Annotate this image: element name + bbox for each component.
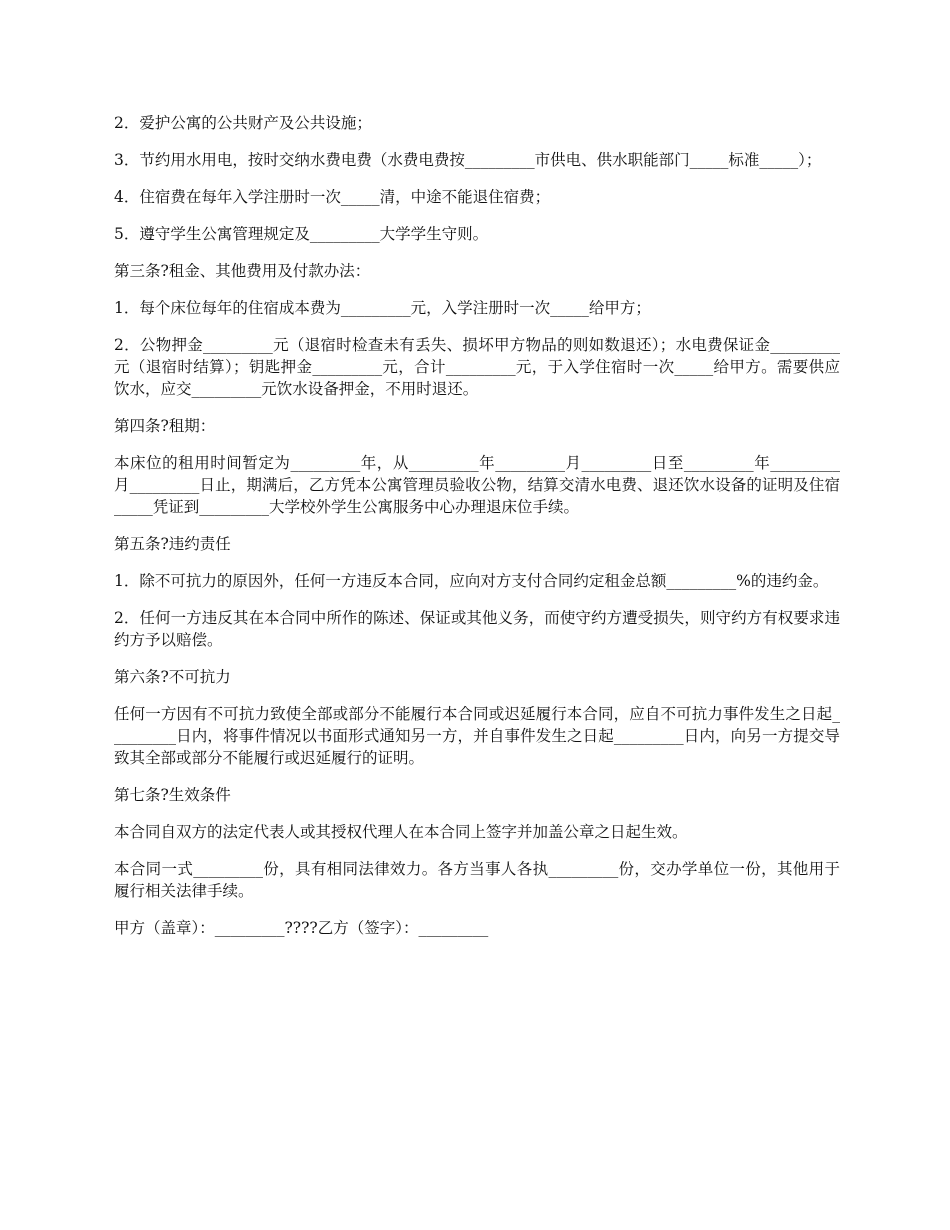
article-7-body: 本合同自双方的法定代表人或其授权代理人在本合同上签字并加盖公章之日起生效。	[114, 823, 688, 841]
clause-item-5: 5．遵守学生公寓管理规定及_________大学学生守则。	[114, 225, 489, 243]
article-4-body: 本床位的租用时间暂定为_________年，从_________年_________月_________日至_________年_________月_________日止，期满后，乙方凭本公寓管理员验收公物，结算交清水电费、退还饮水设备的证明及住宿_____凭证到_________大学校外学生公寓服务中心办理退床位手续。	[114, 454, 840, 516]
article-5-heading: 第五条?违约责任	[114, 535, 231, 553]
article-4-heading: 第四条?租期：	[114, 417, 216, 435]
clause-item-2: 2．爱护公寓的公共财产及公共设施；	[114, 114, 372, 132]
article-3-item-2: 2．公物押金_________元（退宿时检查未有丢失、损坏甲方物品的则如数退还）；水电费保证金_________元（退宿时结算）；钥匙押金_________元，合计_________元，于入学住宿时一次_____给甲方。需要供应饮水，应交_________元饮水设备押金，不用时退还。	[114, 336, 840, 398]
copies-clause: 本合同一式_________份，具有相同法律效力。各方当事人各执_________份，交办学单位一份，其他用于履行相关法律手续。	[114, 860, 840, 900]
article-3-heading: 第三条?租金、其他费用及付款办法：	[114, 262, 371, 280]
article-6-body: 任何一方因有不可抗力致使全部或部分不能履行本合同或迟延履行本合同，应自不可抗力事件发生之日起_________日内，将事件情况以书面形式通知另一方，并自事件发生之日起_________日内，向另一方提交导致其全部或部分不能履行或迟延履行的证明。	[114, 705, 840, 767]
document-page	[114, 112, 840, 954]
clause-item-3: 3．节约用水用电，按时交纳水费电费（水费电费按_________市供电、供水职能部门_____标准_____）；	[114, 151, 822, 169]
article-6-heading: 第六条?不可抗力	[114, 668, 231, 686]
article-7-heading: 第七条?生效条件	[114, 786, 231, 804]
article-5-item-1: 1．除不可抗力的原因外，任何一方违反本合同，应向对方支付合同约定租金总额_________%的违约金。	[114, 572, 829, 590]
clause-item-4: 4．住宿费在每年入学注册时一次_____清，中途不能退住宿费；	[114, 188, 551, 206]
article-5-item-2: 2．任何一方违反其在本合同中所作的陈述、保证或其他义务，而使守约方遭受损失，则守约方有权要求违约方予以赔偿。	[114, 609, 840, 649]
signature-line: 甲方（盖章）：_________????乙方（签字）：_________	[114, 919, 489, 937]
article-3-item-1: 1．每个床位每年的住宿成本费为_________元，入学注册时一次_____给甲方；	[114, 299, 651, 317]
